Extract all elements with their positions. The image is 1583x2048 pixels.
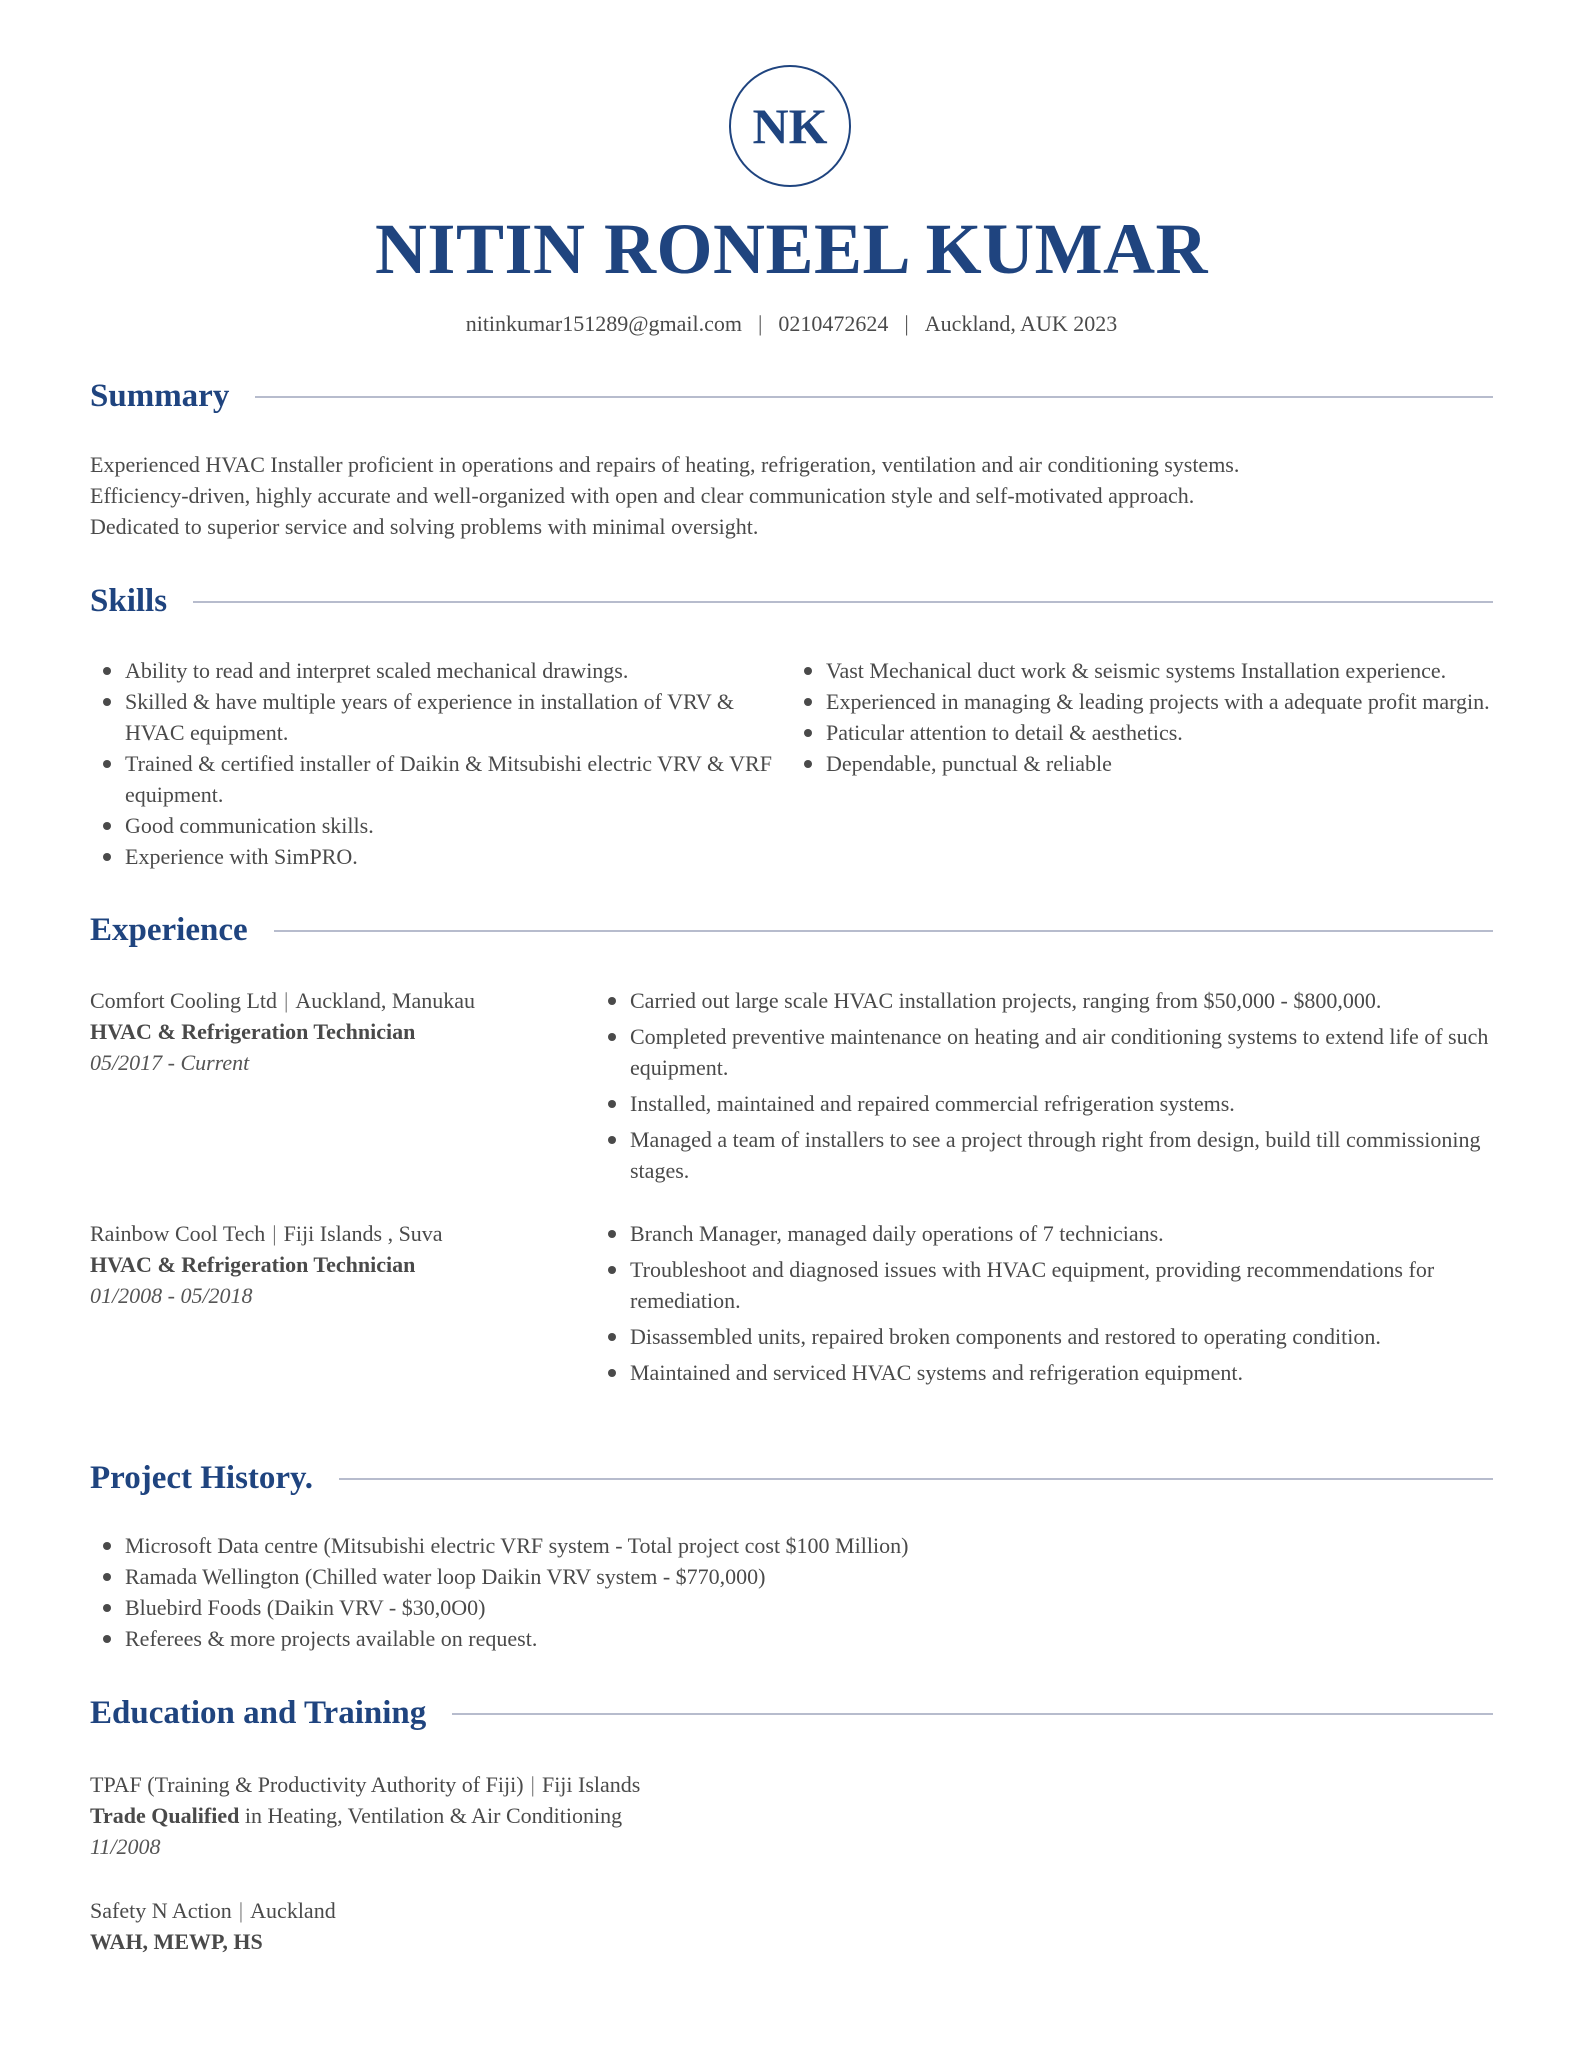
job-company: Comfort Cooling Ltd — [90, 988, 277, 1013]
education-date: 11/2008 — [90, 1834, 161, 1859]
monogram-initials: NK — [752, 98, 828, 154]
skill-item: Trained & certified installer of Daikin & Mitsubishi electric VRV & VRF equipment. — [90, 748, 790, 810]
education-qualification-line — [90, 1800, 1390, 1831]
skills-heading: Skills — [90, 583, 168, 619]
contact-separator: | — [757, 311, 763, 336]
section-divider — [339, 1478, 1493, 1480]
pipe-separator: | — [238, 1898, 244, 1923]
job-bullet: Carried out large scale HVAC installation projects, ranging from $50,000 - $800,000. — [595, 985, 1500, 1016]
project-item: Microsoft Data centre (Mitsubishi electric VRF system - Total project cost $100 Million) — [90, 1530, 1390, 1561]
job-bullet: Installed, maintained and repaired commercial refrigeration systems. — [595, 1088, 1500, 1119]
education-location: Fiji Islands — [541, 1772, 641, 1797]
job-company-line — [90, 985, 590, 1016]
skills-list-left — [90, 655, 790, 872]
job-bullet: Branch Manager, managed daily operations of 7 technicians. — [595, 1218, 1500, 1249]
job-location: Auckland, Manukau — [295, 988, 476, 1013]
job-role: HVAC & Refrigeration Technician — [90, 1019, 416, 1044]
section-divider — [274, 930, 1493, 932]
skill-item: Paticular attention to detail & aesthetics. — [791, 717, 1491, 748]
education-location: Auckland — [250, 1898, 336, 1923]
job-bullet: Disassembled units, repaired broken components and restored to operating condition. — [595, 1321, 1500, 1352]
project-item: Bluebird Foods (Daikin VRV - $30,0O0) — [90, 1592, 1390, 1623]
monogram-badge — [729, 65, 851, 187]
job-meta — [90, 1218, 590, 1311]
contact-separator: | — [904, 311, 909, 336]
job-bullets — [595, 985, 1500, 1191]
education-qualification: Trade Qualified — [90, 1803, 240, 1828]
summary-line: Dedicated to superior service and solving problems with minimal oversight. — [90, 514, 759, 539]
education-field: in Heating, Ventilation & Air Conditioning — [239, 1803, 623, 1828]
skill-item: Experienced in managing & leading projects with a adequate profit margin. — [791, 686, 1491, 717]
job-meta — [90, 985, 590, 1078]
project-item: Ramada Wellington (Chilled water loop Daikin VRV system - $770,000) — [90, 1561, 1390, 1592]
candidate-name: NITIN RONEEL KUMAR — [374, 209, 1209, 289]
contact-location: Auckland, AUK 2023 — [924, 311, 1118, 336]
skills-section-header — [90, 583, 1493, 620]
education-entry — [90, 1769, 1390, 1862]
summary-line: Experienced HVAC Installer proficient in operations and repairs of heating, refrigeration, ventilation and air conditioning systems. — [90, 452, 1240, 477]
contact-email: nitinkumar151289@gmail.com — [465, 311, 742, 336]
education-qualification: WAH, MEWP, HS — [90, 1929, 263, 1954]
pipe-separator: | — [284, 988, 289, 1013]
summary-heading: Summary — [90, 378, 230, 414]
experience-heading: Experience — [90, 912, 248, 948]
projects-heading: Project History. — [90, 1460, 313, 1496]
job-role: HVAC & Refrigeration Technician — [90, 1252, 416, 1277]
projects-list — [90, 1530, 1390, 1654]
education-section-header — [90, 1695, 1493, 1732]
skill-item: Ability to read and interpret scaled mechanical drawings. — [90, 655, 790, 686]
section-divider — [193, 601, 1493, 603]
summary-text — [90, 449, 1500, 542]
skill-item: Skilled & have multiple years of experience in installation of VRV & HVAC equipment. — [90, 686, 790, 748]
contact-phone: 0210472624 — [778, 311, 889, 336]
job-bullet: Troubleshoot and diagnosed issues with HVAC equipment, providing recommendations for remediation. — [595, 1254, 1500, 1316]
skill-item: Experience with SimPRO. — [90, 841, 790, 872]
education-institution-line — [90, 1895, 1390, 1926]
pipe-separator: | — [272, 1221, 277, 1246]
section-divider — [452, 1713, 1493, 1715]
summary-line: Efficiency-driven, highly accurate and well-organized with open and clear communication style and self-motivated approach. — [90, 483, 1195, 508]
project-item: Referees & more projects available on request. — [90, 1623, 1390, 1654]
skills-list-right — [791, 655, 1491, 779]
job-location: Fiji Islands , Suva — [283, 1221, 443, 1246]
section-divider — [255, 396, 1493, 398]
job-dates: 01/2008 - 05/2018 — [90, 1283, 253, 1308]
experience-section-header — [90, 912, 1493, 949]
education-institution: TPAF (Training & Productivity Authority of Fiji) — [90, 1772, 524, 1797]
skill-item: Dependable, punctual & reliable — [791, 748, 1491, 779]
education-entry — [90, 1895, 1390, 1957]
education-heading: Education and Training — [90, 1695, 427, 1731]
projects-section-header — [90, 1460, 1493, 1497]
job-company-line — [90, 1218, 590, 1249]
skill-item: Vast Mechanical duct work & seismic systems Installation experience. — [791, 655, 1491, 686]
job-company: Rainbow Cool Tech — [90, 1221, 266, 1246]
job-bullets — [595, 1218, 1500, 1393]
contact-line — [0, 311, 1583, 337]
job-bullet: Maintained and serviced HVAC systems and refrigeration equipment. — [595, 1357, 1500, 1388]
summary-section-header — [90, 378, 1493, 415]
job-bullet: Completed preventive maintenance on heating and air conditioning systems to extend life of such equipment. — [595, 1021, 1500, 1083]
skill-item: Good communication skills. — [90, 810, 790, 841]
education-institution: Safety N Action — [90, 1898, 232, 1923]
job-bullet: Managed a team of installers to see a project through right from design, build till commissioning stages. — [595, 1124, 1500, 1186]
job-dates: 05/2017 - Current — [90, 1050, 250, 1075]
education-institution-line — [90, 1769, 1390, 1800]
pipe-separator: | — [530, 1772, 535, 1797]
